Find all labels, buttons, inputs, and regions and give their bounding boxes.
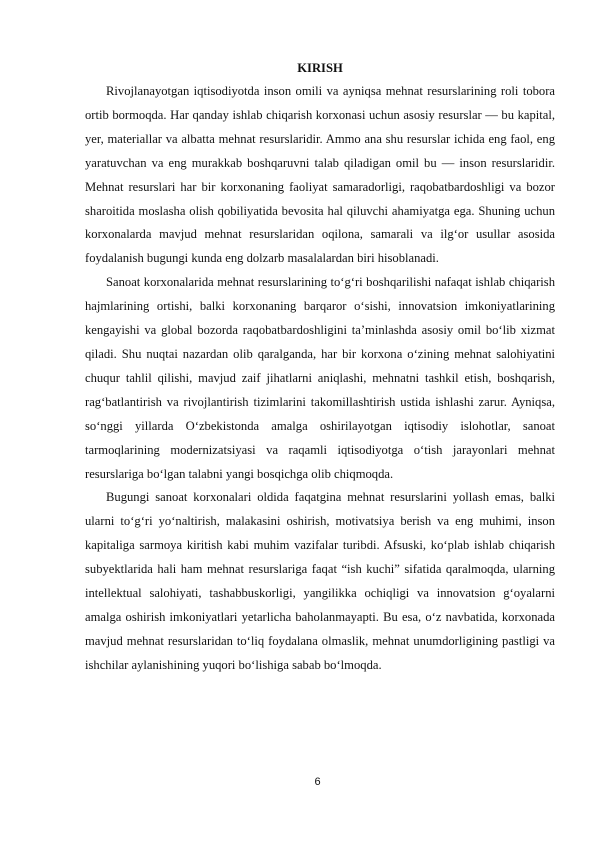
document-body — [85, 56, 555, 678]
paragraph-1: Rivojlanayotgan iqtisodiyotda inson omili va ayniqsa mehnat resurslarining roli tobora ortib bormoqda. Har qanday ishlab chiqarish korxonasi uchun asosiy resurslar — bu kapital, yer, materiallar va albatta mehnat resurslaridir. Ammo ana shu resurslar ichida eng faol, eng yaratuvchan va eng murakkab boshqaruvni talab qiladigan omil bu — inson resurslaridir. Mehnat resurslari har bir korxonaning faoliyat samaradorligi, raqobatbardoshligi va bozor sharoitida moslasha olish qobiliyatida bevosita hal qiluvchi ahamiyatga ega. Shuning uchun korxonalarda mavjud mehnat resurslaridan oqilona, samarali va ilg‘or usullar asosida foydalanish bugungi kunda eng dolzarb masalalardan biri hisoblanadi. — [85, 84, 555, 266]
page-number: 6 — [314, 776, 321, 788]
paragraph-3: Bugungi sanoat korxonalari oldida faqatgina mehnat resurslarini yollash emas, balki ularni to‘g‘ri yo‘naltirish, malakasini oshirish, motivatsiya berish va eng muhimi, inson kapitaliga sarmoya kiritish kabi muhim vazifalar turibdi. Afsuski, ko‘plab ishlab chiqarish subyektlarida hali ham mehnat resurslariga faqat “ish kuchi” sifatida qaralmoqda, ularning intellektual salohiyati, tashabbuskorligi, yangilikka ochiqligi va innovatsion g‘oyalarni amalga oshirish imkoniyatlari yetarlicha baholanmayapti. Bu esa, o‘z navbatida, korxonada mavjud mehnat resurslaridan to‘liq foydalana olmaslik, mehnat unumdorligining pastligi va ishchilar aylanishining yuqori bo‘lishiga sabab bo‘lmoqda. — [85, 490, 555, 672]
paragraph-2: Sanoat korxonalarida mehnat resurslarining to‘g‘ri boshqarilishi nafaqat ishlab chiqarish hajmlarining ortishi, balki korxonaning barqaror o‘sishi, innovatsion imkoniyatlarining kengayishi va global bozorda raqobatbardoshligini ta’minlashda asosiy omil bo‘lib xizmat qiladi. Shu nuqtai nazardan olib qaralganda, har bir korxona o‘zining mehnat salohiyatini chuqur tahlil qilishi, mavjud zaif jihatlarni aniqlashi, mehnatni tashkil etish, boshqarish, rag‘batlantirish va rivojlantirish tizimlarini takomillashtirish ustida ishlashi zarur. Ayniqsa, so‘nggi yillarda O‘zbekistonda amalga oshirilayotgan iqtisodiy islohotlar, sanoat tarmoqlarining modernizatsiyasi va raqamli iqtisodiyotga o‘tish jarayonlari mehnat resurslariga bo‘lgan talabni yangi bosqichga olib chiqmoqda. — [85, 275, 555, 481]
section-title: KIRISH — [297, 61, 343, 75]
